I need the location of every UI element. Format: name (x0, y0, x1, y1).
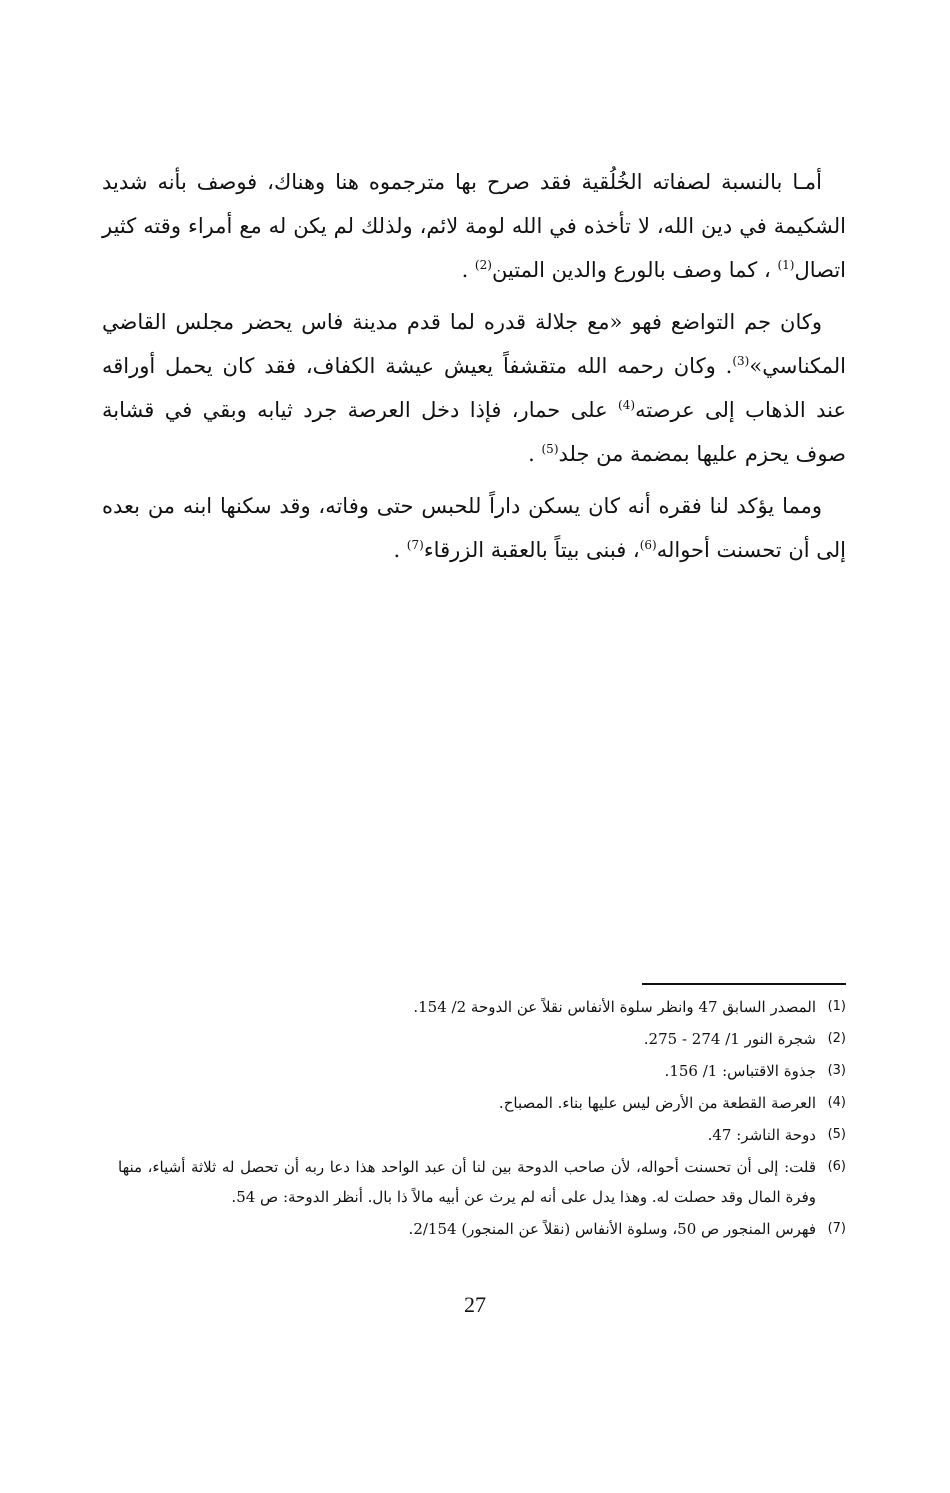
footnote (118, 1088, 846, 1118)
footnote-text: شجرة النور 1/ 274 - 275. (643, 1030, 816, 1048)
footnote (118, 1152, 846, 1212)
footnote-marker: (7) (406, 538, 424, 552)
footnote-text: جذوة الاقتباس: 1/ 156. (664, 1062, 816, 1080)
footnote-separator (642, 983, 846, 985)
footnote-text: المصدر السابق 47 وانظر سلوة الأنفاس نقلاً عن الدوحة 2/ 154. (413, 998, 816, 1016)
footnote (118, 992, 846, 1022)
text-run: وكان جم التواضع فهو «مع جلالة قدره لما قدم مدينة فاس يحضر مجلس القاضي المكناسي» (102, 310, 846, 378)
footnote-text: دوحة الناشر: 47. (707, 1126, 816, 1144)
footnote-marker: (5) (541, 442, 559, 456)
footnote-number: (7) (827, 1221, 846, 1236)
footnote (118, 1024, 846, 1054)
footnote-number: (5) (827, 1127, 846, 1142)
footnote-marker: (1) (777, 258, 795, 272)
text-run: . (393, 538, 407, 562)
text-run: . (461, 258, 475, 282)
text-run: . وكان رحمه الله متقشفاً يعيش عيشة الكفاف، فقد كان يحمل أوراقه عند الذهاب إلى عرصته (102, 354, 846, 422)
footnote-text: قلت: إلى أن تحسنت أحواله، لأن صاحب الدوحة بين لنا أن عبد الواحد هذا دعا ربه أن تحصل له ثلاثة أشياء، منها وفرة المال وقد حصلت له. وهذا يدل على أنه لم يرث عن أبيه مالاً ذا بال. أنظر الدوحة: ص 54. (118, 1158, 816, 1206)
page-number: 27 (464, 1292, 486, 1317)
footnote-marker: (4) (618, 398, 636, 412)
footnote-text: فهرس المنجور ص 50، وسلوة الأنفاس (نقلاً عن المنجور) 2/154. (408, 1220, 816, 1238)
footnote-marker: (3) (732, 354, 750, 368)
text-run: على حمار، فإذا دخل العرصة جرد ثيابه وبقي في قشابة صوف يحزم عليها بمضمة من جلد (102, 398, 846, 466)
footnote-number: (3) (827, 1063, 846, 1078)
footnote-number: (4) (827, 1095, 846, 1110)
footnote-number: (2) (827, 1031, 846, 1046)
text-run: . (528, 442, 542, 466)
footnote-number: (6) (827, 1159, 846, 1174)
text-run: أمـا بالنسبة لصفاته الخُلُقية فقد صرح بها مترجموه هنا وهناك، فوصف بأنه شديد الشكيمة في دين الله، لا تأخذه في الله لومة لائم، ولذلك لم يكن له مع أمراء وقته كثير اتصال (102, 170, 846, 282)
footnote (118, 1214, 846, 1244)
footnote-text: العرصة القطعة من الأرض ليس عليها بناء. المصباح. (498, 1094, 816, 1112)
footnote-number: (1) (827, 999, 846, 1014)
footnotes (118, 992, 846, 1246)
text-run: ، كما وصف بالورع والدين المتين (491, 258, 778, 282)
footnote (118, 1120, 846, 1150)
footnote (118, 1056, 846, 1086)
main-text (102, 160, 846, 580)
text-run: ومما يؤكد لنا فقره أنه كان يسكن داراً للحبس حتى وفاته، وقد سكنها ابنه من بعده إلى أن تحسنت أحواله (102, 494, 846, 562)
footnote-marker: (6) (639, 538, 657, 552)
footnote-marker: (2) (474, 258, 492, 272)
paragraph (102, 160, 846, 292)
paragraph (102, 300, 846, 476)
paragraph (102, 484, 846, 572)
text-run: ، فبنى بيتاً بالعقبة الزرقاء (423, 538, 640, 562)
